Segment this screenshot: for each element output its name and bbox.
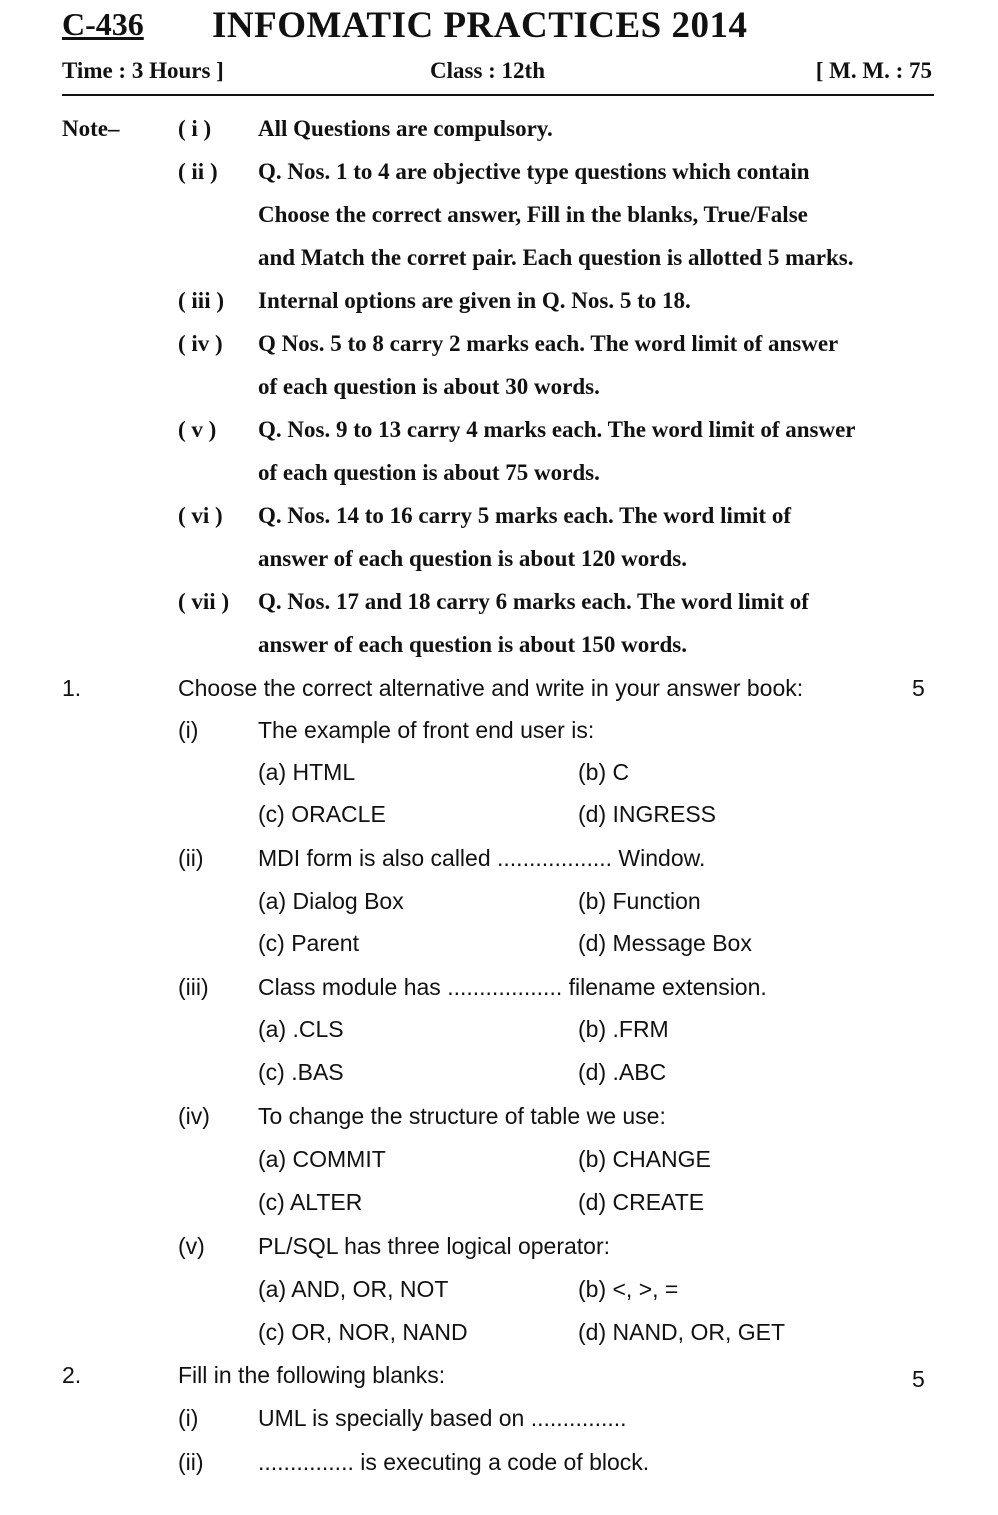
- sub-question-label: (iv): [178, 1103, 210, 1129]
- option: (d) INGRESS: [578, 801, 717, 827]
- sub-question-text: PL/SQL has three logical operator:: [258, 1233, 611, 1259]
- option: (b) C: [578, 759, 630, 785]
- sub-question-text: ............... is executing a code of block.: [258, 1449, 650, 1475]
- note-item-text: Q. Nos. 1 to 4 are objective type questions which contain: [258, 159, 810, 184]
- max-marks: [ M. M. : 75: [815, 58, 932, 83]
- option: (b) Function: [578, 888, 701, 914]
- option: (a) .CLS: [258, 1016, 344, 1042]
- option: (a) COMMIT: [258, 1146, 386, 1172]
- option: (d) .ABC: [578, 1059, 667, 1085]
- option: (d) CREATE: [578, 1189, 705, 1215]
- note-item-text: All Questions are compulsory.: [258, 116, 553, 141]
- sub-question-label: (ii): [178, 1449, 204, 1475]
- sub-question-label: (i): [178, 717, 199, 743]
- sub-question-text: UML is specially based on ...............: [258, 1405, 627, 1431]
- option: (b) CHANGE: [578, 1146, 711, 1172]
- question-number: 2.: [62, 1362, 82, 1388]
- paper-code: C-436: [62, 6, 144, 42]
- sub-question-text: Class module has .................. filename extension.: [258, 974, 767, 1000]
- sub-question-text: The example of front end user is:: [258, 717, 595, 743]
- option: (c) OR, NOR, NAND: [258, 1319, 468, 1345]
- question-number: 1.: [62, 675, 82, 701]
- note-item-text: Q. Nos. 14 to 16 carry 5 marks each. The word limit of: [258, 503, 791, 528]
- header-divider: [62, 94, 934, 96]
- option: (b) .FRM: [578, 1016, 669, 1042]
- note-item-text: Q. Nos. 9 to 13 carry 4 marks each. The word limit of answer: [258, 417, 856, 442]
- option: (c) .BAS: [258, 1059, 344, 1085]
- question-text: Fill in the following blanks:: [178, 1362, 446, 1388]
- option: (d) Message Box: [578, 930, 752, 956]
- note-item-text: of each question is about 30 words.: [258, 374, 600, 399]
- note-item-text: answer of each question is about 150 words.: [258, 632, 687, 657]
- sub-question-label: (i): [178, 1405, 199, 1431]
- paper-meta: [62, 58, 932, 88]
- note-item-label: ( vi ): [178, 503, 223, 528]
- note-item-text: and Match the corret pair. Each question is allotted 5 marks.: [258, 245, 854, 270]
- note-item-label: ( iii ): [178, 288, 224, 313]
- note-item-label: ( iv ): [178, 331, 223, 356]
- note-item-text: Choose the correct answer, Fill in the blanks, True/False: [258, 202, 808, 227]
- question-text: Choose the correct alternative and write in your answer book:: [178, 675, 804, 701]
- option: (d) NAND, OR, GET: [578, 1319, 786, 1345]
- note-item-text: Internal options are given in Q. Nos. 5 to 18.: [258, 288, 691, 313]
- option: (c) Parent: [258, 930, 359, 956]
- note-item-text: Q Nos. 5 to 8 carry 2 marks each. The word limit of answer: [258, 331, 839, 356]
- question-marks: 5: [912, 1366, 925, 1392]
- class-label: Class : 12th: [430, 58, 546, 83]
- time-allowed: Time : 3 Hours ]: [62, 58, 224, 83]
- option: (a) Dialog Box: [258, 888, 404, 914]
- paper-title: INFOMATIC PRACTICES 2014: [212, 5, 748, 46]
- note-label: Note–: [62, 116, 120, 141]
- note-item-text: Q. Nos. 17 and 18 carry 6 marks each. The word limit of: [258, 589, 809, 614]
- option: (c) ALTER: [258, 1189, 363, 1215]
- sub-question-text: To change the structure of table we use:: [258, 1103, 666, 1129]
- option: (a) AND, OR, NOT: [258, 1276, 449, 1302]
- note-item-label: ( i ): [178, 116, 212, 141]
- option: (c) ORACLE: [258, 801, 386, 827]
- sub-question-label: (iii): [178, 974, 209, 1000]
- option: (a) HTML: [258, 759, 356, 785]
- option: (b) <, >, =: [578, 1276, 679, 1302]
- sub-question-label: (ii): [178, 845, 204, 871]
- question-marks: 5: [912, 675, 925, 701]
- note-item-text: answer of each question is about 120 words.: [258, 546, 687, 571]
- note-item-label: ( ii ): [178, 159, 218, 184]
- note-item-text: of each question is about 75 words.: [258, 460, 600, 485]
- sub-question-text: MDI form is also called .................. Window.: [258, 845, 706, 871]
- note-item-label: ( vii ): [178, 589, 230, 614]
- note-item-label: ( v ): [178, 417, 217, 442]
- sub-question-label: (v): [178, 1233, 205, 1259]
